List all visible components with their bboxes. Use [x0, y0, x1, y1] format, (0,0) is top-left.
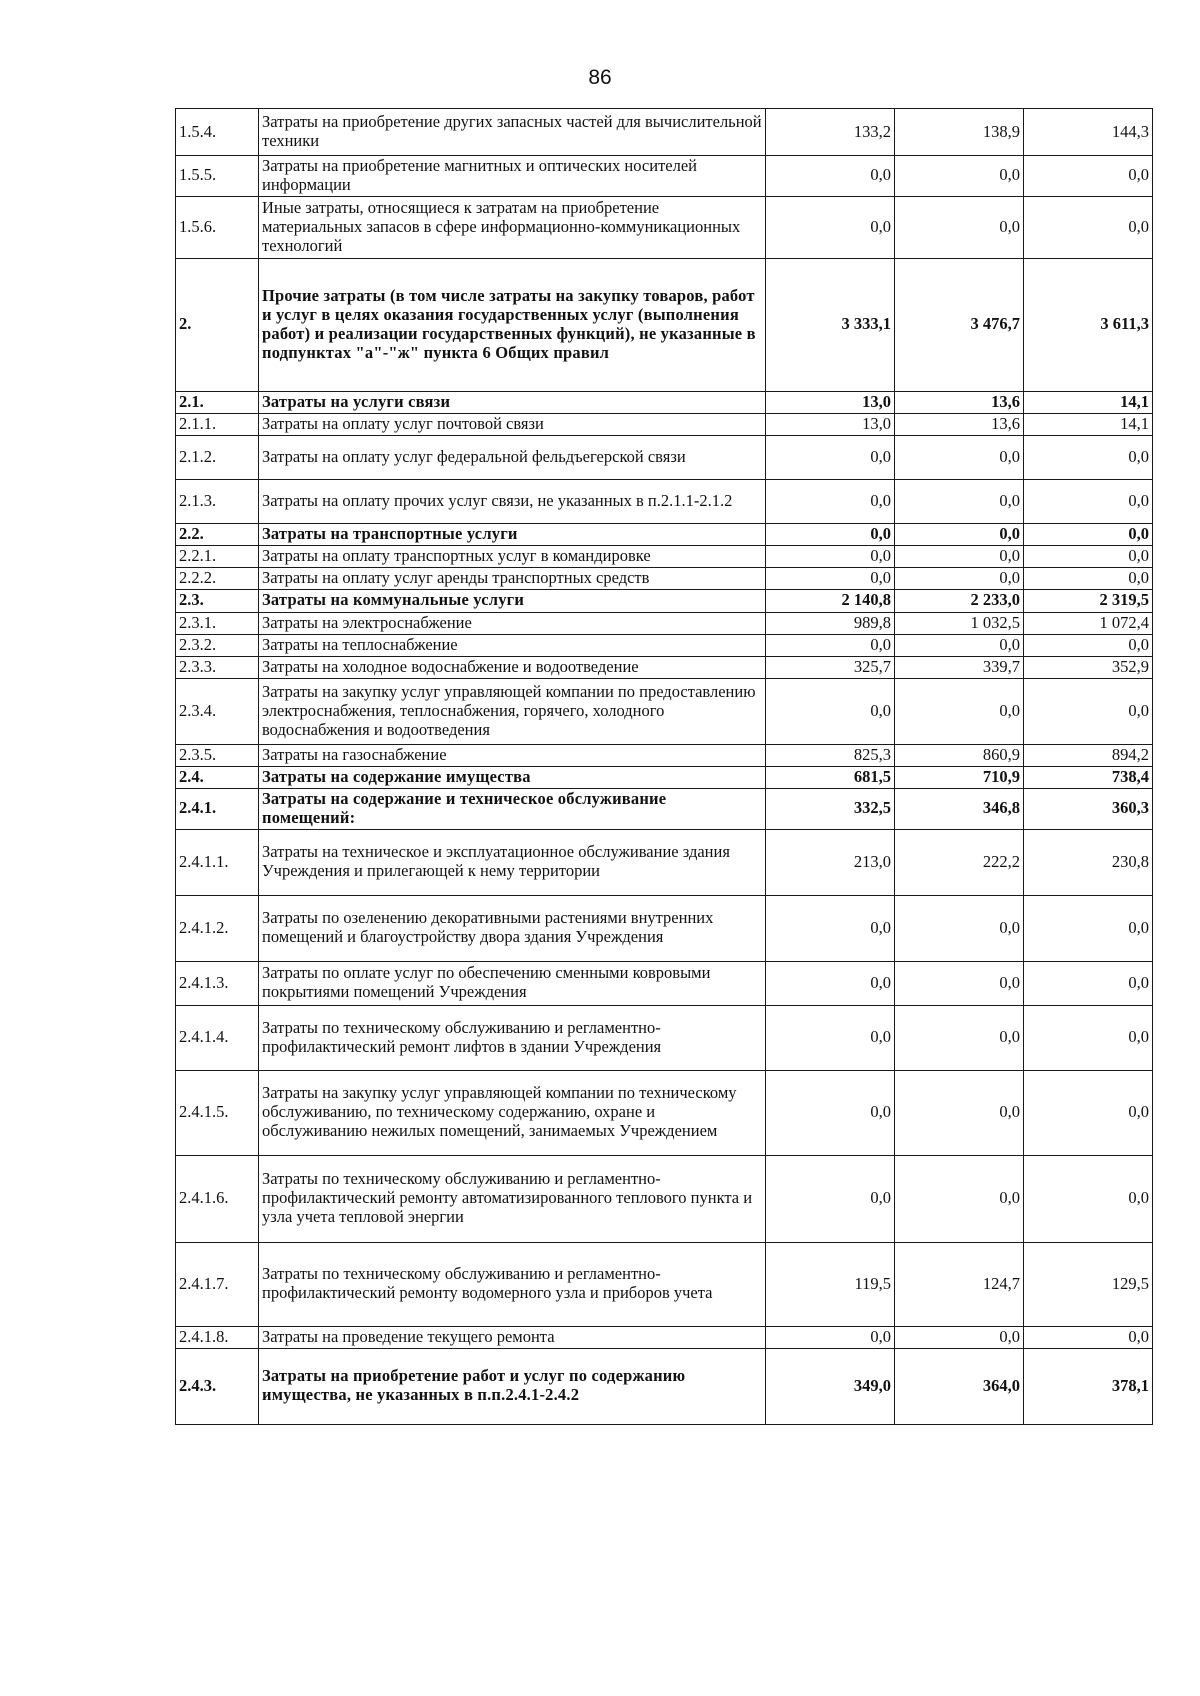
row-value-year-2: 0,0 [895, 545, 1024, 567]
row-name: Иные затраты, относящиеся к затратам на приобретение материальных запасов в сфере информационно-коммуникационных технологий [259, 196, 766, 258]
table-row [176, 109, 1153, 156]
row-value-year-2: 222,2 [895, 829, 1024, 895]
row-value-year-1: 0,0 [766, 1155, 895, 1242]
row-name: Затраты на коммунальные услуги [259, 589, 766, 612]
table-row [176, 567, 1153, 589]
row-value-year-2: 0,0 [895, 895, 1024, 961]
row-value-year-3: 14,1 [1024, 413, 1153, 435]
row-value-year-2: 339,7 [895, 656, 1024, 678]
table-row [176, 258, 1153, 391]
row-value-year-1: 0,0 [766, 1005, 895, 1070]
budget-table [175, 108, 1153, 1425]
table-row [176, 413, 1153, 435]
row-value-year-2: 3 476,7 [895, 258, 1024, 391]
row-value-year-3: 0,0 [1024, 1155, 1153, 1242]
row-value-year-3: 129,5 [1024, 1242, 1153, 1326]
row-name: Затраты по оплате услуг по обеспечению сменными ковровыми покрытиями помещений Учреждения [259, 961, 766, 1005]
table-row [176, 479, 1153, 523]
row-code: 1.5.6. [176, 196, 259, 258]
row-name: Прочие затраты (в том числе затраты на закупку товаров, работ и услуг в целях оказания государственных услуг (выполнения работ) и реализации государственных функций), не указанные в подпунктах "а"-"ж" пункта 6 Общих правил [259, 258, 766, 391]
row-name: Затраты по техническому обслуживанию и регламентно-профилактический ремонту автоматизированного теплового пункта и узла учета тепловой энергии [259, 1155, 766, 1242]
row-name: Затраты на услуги связи [259, 391, 766, 413]
row-code: 2.4. [176, 766, 259, 788]
row-value-year-1: 0,0 [766, 545, 895, 567]
row-value-year-1: 119,5 [766, 1242, 895, 1326]
row-value-year-2: 0,0 [895, 435, 1024, 479]
row-value-year-2: 0,0 [895, 1326, 1024, 1348]
row-code: 2.2. [176, 523, 259, 545]
table-row [176, 829, 1153, 895]
row-value-year-2: 364,0 [895, 1348, 1024, 1424]
table-row [176, 612, 1153, 634]
row-value-year-1: 213,0 [766, 829, 895, 895]
table-row [176, 788, 1153, 829]
row-value-year-1: 0,0 [766, 895, 895, 961]
row-name: Затраты на оплату услуг аренды транспортных средств [259, 567, 766, 589]
row-value-year-2: 13,6 [895, 413, 1024, 435]
row-value-year-2: 0,0 [895, 634, 1024, 656]
row-code: 2.4.1.5. [176, 1070, 259, 1155]
table-row [176, 1005, 1153, 1070]
row-name: Затраты по озеленению декоративными растениями внутренних помещений и благоустройству двора здания Учреждения [259, 895, 766, 961]
row-value-year-2: 0,0 [895, 961, 1024, 1005]
row-code: 2.4.1.7. [176, 1242, 259, 1326]
table-row [176, 391, 1153, 413]
row-name: Затраты на техническое и эксплуатационное обслуживание здания Учреждения и прилегающей к нему территории [259, 829, 766, 895]
row-code: 2.1.2. [176, 435, 259, 479]
row-code: 2.3.3. [176, 656, 259, 678]
table-row [176, 1155, 1153, 1242]
row-value-year-2: 138,9 [895, 109, 1024, 156]
row-value-year-3: 230,8 [1024, 829, 1153, 895]
row-code: 2.4.3. [176, 1348, 259, 1424]
row-value-year-3: 0,0 [1024, 479, 1153, 523]
table-row [176, 589, 1153, 612]
row-value-year-2: 2 233,0 [895, 589, 1024, 612]
row-name: Затраты на содержание и техническое обслуживание помещений: [259, 788, 766, 829]
row-name: Затраты на электроснабжение [259, 612, 766, 634]
row-value-year-2: 124,7 [895, 1242, 1024, 1326]
row-name: Затраты на приобретение других запасных частей для вычислительной техники [259, 109, 766, 156]
row-value-year-3: 0,0 [1024, 567, 1153, 589]
row-name: Затраты по техническому обслуживанию и регламентно-профилактический ремонт лифтов в здании Учреждения [259, 1005, 766, 1070]
row-code: 1.5.5. [176, 156, 259, 197]
row-value-year-1: 0,0 [766, 961, 895, 1005]
row-value-year-3: 0,0 [1024, 156, 1153, 197]
row-value-year-2: 1 032,5 [895, 612, 1024, 634]
table-row [176, 961, 1153, 1005]
row-name: Затраты на закупку услуг управляющей компании по техническому обслуживанию, по техническому содержанию, охране и обслуживанию нежилых помещений, занимаемых Учреждением [259, 1070, 766, 1155]
row-name: Затраты на проведение текущего ремонта [259, 1326, 766, 1348]
table-row [176, 895, 1153, 961]
row-value-year-3: 0,0 [1024, 523, 1153, 545]
table-row [176, 766, 1153, 788]
row-value-year-3: 0,0 [1024, 634, 1153, 656]
row-name: Затраты на транспортные услуги [259, 523, 766, 545]
row-value-year-1: 133,2 [766, 109, 895, 156]
row-value-year-1: 0,0 [766, 435, 895, 479]
row-value-year-2: 710,9 [895, 766, 1024, 788]
row-value-year-3: 0,0 [1024, 435, 1153, 479]
row-value-year-1: 325,7 [766, 656, 895, 678]
row-value-year-1: 0,0 [766, 1326, 895, 1348]
row-value-year-2: 0,0 [895, 567, 1024, 589]
row-value-year-1: 13,0 [766, 391, 895, 413]
row-name: Затраты на приобретение работ и услуг по содержанию имущества, не указанных в п.п.2.4.1-2.4.2 [259, 1348, 766, 1424]
row-value-year-1: 0,0 [766, 156, 895, 197]
table-row [176, 656, 1153, 678]
table-row [176, 435, 1153, 479]
row-name: Затраты на газоснабжение [259, 744, 766, 766]
row-value-year-1: 3 333,1 [766, 258, 895, 391]
row-value-year-3: 144,3 [1024, 109, 1153, 156]
table-row [176, 678, 1153, 744]
row-value-year-1: 0,0 [766, 196, 895, 258]
row-code: 2.3.1. [176, 612, 259, 634]
row-name: Затраты на оплату услуг федеральной фельдъегерской связи [259, 435, 766, 479]
row-code: 2.2.1. [176, 545, 259, 567]
row-value-year-3: 0,0 [1024, 678, 1153, 744]
table-row [176, 634, 1153, 656]
row-value-year-1: 332,5 [766, 788, 895, 829]
page-number: 86 [588, 66, 612, 89]
row-code: 2.4.1.6. [176, 1155, 259, 1242]
table-row [176, 196, 1153, 258]
row-code: 2.4.1.2. [176, 895, 259, 961]
row-code: 2.4.1. [176, 788, 259, 829]
table-row [176, 545, 1153, 567]
row-value-year-3: 738,4 [1024, 766, 1153, 788]
row-code: 2.4.1.4. [176, 1005, 259, 1070]
row-code: 2.4.1.1. [176, 829, 259, 895]
row-value-year-3: 0,0 [1024, 545, 1153, 567]
row-value-year-2: 0,0 [895, 1155, 1024, 1242]
row-name: Затраты на оплату прочих услуг связи, не указанных в п.2.1.1-2.1.2 [259, 479, 766, 523]
row-code: 2. [176, 258, 259, 391]
row-value-year-1: 0,0 [766, 479, 895, 523]
table-row [176, 1348, 1153, 1424]
table-row [176, 744, 1153, 766]
row-name: Затраты на оплату услуг почтовой связи [259, 413, 766, 435]
row-value-year-2: 0,0 [895, 1005, 1024, 1070]
row-value-year-1: 349,0 [766, 1348, 895, 1424]
row-value-year-1: 0,0 [766, 523, 895, 545]
row-code: 2.2.2. [176, 567, 259, 589]
table-row [176, 1326, 1153, 1348]
row-value-year-1: 0,0 [766, 678, 895, 744]
row-value-year-2: 0,0 [895, 523, 1024, 545]
row-value-year-3: 360,3 [1024, 788, 1153, 829]
row-name: Затраты на холодное водоснабжение и водоотведение [259, 656, 766, 678]
row-value-year-1: 2 140,8 [766, 589, 895, 612]
row-code: 2.1.1. [176, 413, 259, 435]
row-value-year-2: 0,0 [895, 156, 1024, 197]
table-row [176, 1242, 1153, 1326]
row-value-year-1: 681,5 [766, 766, 895, 788]
row-value-year-2: 0,0 [895, 196, 1024, 258]
row-value-year-3: 14,1 [1024, 391, 1153, 413]
row-value-year-3: 1 072,4 [1024, 612, 1153, 634]
row-value-year-3: 0,0 [1024, 1005, 1153, 1070]
row-name: Затраты на приобретение магнитных и оптических носителей информации [259, 156, 766, 197]
row-value-year-3: 0,0 [1024, 961, 1153, 1005]
row-name: Затраты на закупку услуг управляющей компании по предоставлению электроснабжения, теплоснабжения, горячего, холодного водоснабжения и водоотведения [259, 678, 766, 744]
row-value-year-2: 0,0 [895, 479, 1024, 523]
row-value-year-2: 13,6 [895, 391, 1024, 413]
table-row [176, 523, 1153, 545]
row-value-year-3: 0,0 [1024, 895, 1153, 961]
row-value-year-3: 0,0 [1024, 1070, 1153, 1155]
row-value-year-2: 0,0 [895, 1070, 1024, 1155]
row-name: Затраты по техническому обслуживанию и регламентно-профилактический ремонту водомерного узла и приборов учета [259, 1242, 766, 1326]
row-code: 2.3.2. [176, 634, 259, 656]
row-value-year-1: 989,8 [766, 612, 895, 634]
row-name: Затраты на содержание имущества [259, 766, 766, 788]
row-value-year-1: 13,0 [766, 413, 895, 435]
row-code: 1.5.4. [176, 109, 259, 156]
row-value-year-1: 0,0 [766, 634, 895, 656]
row-code: 2.1.3. [176, 479, 259, 523]
row-name: Затраты на оплату транспортных услуг в командировке [259, 545, 766, 567]
row-code: 2.1. [176, 391, 259, 413]
row-value-year-2: 0,0 [895, 678, 1024, 744]
table-row [176, 156, 1153, 197]
row-value-year-3: 0,0 [1024, 196, 1153, 258]
row-value-year-3: 0,0 [1024, 1326, 1153, 1348]
row-code: 2.3.5. [176, 744, 259, 766]
row-value-year-1: 0,0 [766, 1070, 895, 1155]
row-value-year-1: 0,0 [766, 567, 895, 589]
row-code: 2.3.4. [176, 678, 259, 744]
row-code: 2.4.1.8. [176, 1326, 259, 1348]
row-code: 2.4.1.3. [176, 961, 259, 1005]
row-value-year-2: 346,8 [895, 788, 1024, 829]
row-value-year-3: 894,2 [1024, 744, 1153, 766]
row-name: Затраты на теплоснабжение [259, 634, 766, 656]
row-code: 2.3. [176, 589, 259, 612]
table-row [176, 1070, 1153, 1155]
row-value-year-3: 2 319,5 [1024, 589, 1153, 612]
row-value-year-3: 378,1 [1024, 1348, 1153, 1424]
row-value-year-3: 3 611,3 [1024, 258, 1153, 391]
row-value-year-3: 352,9 [1024, 656, 1153, 678]
row-value-year-2: 860,9 [895, 744, 1024, 766]
row-value-year-1: 825,3 [766, 744, 895, 766]
